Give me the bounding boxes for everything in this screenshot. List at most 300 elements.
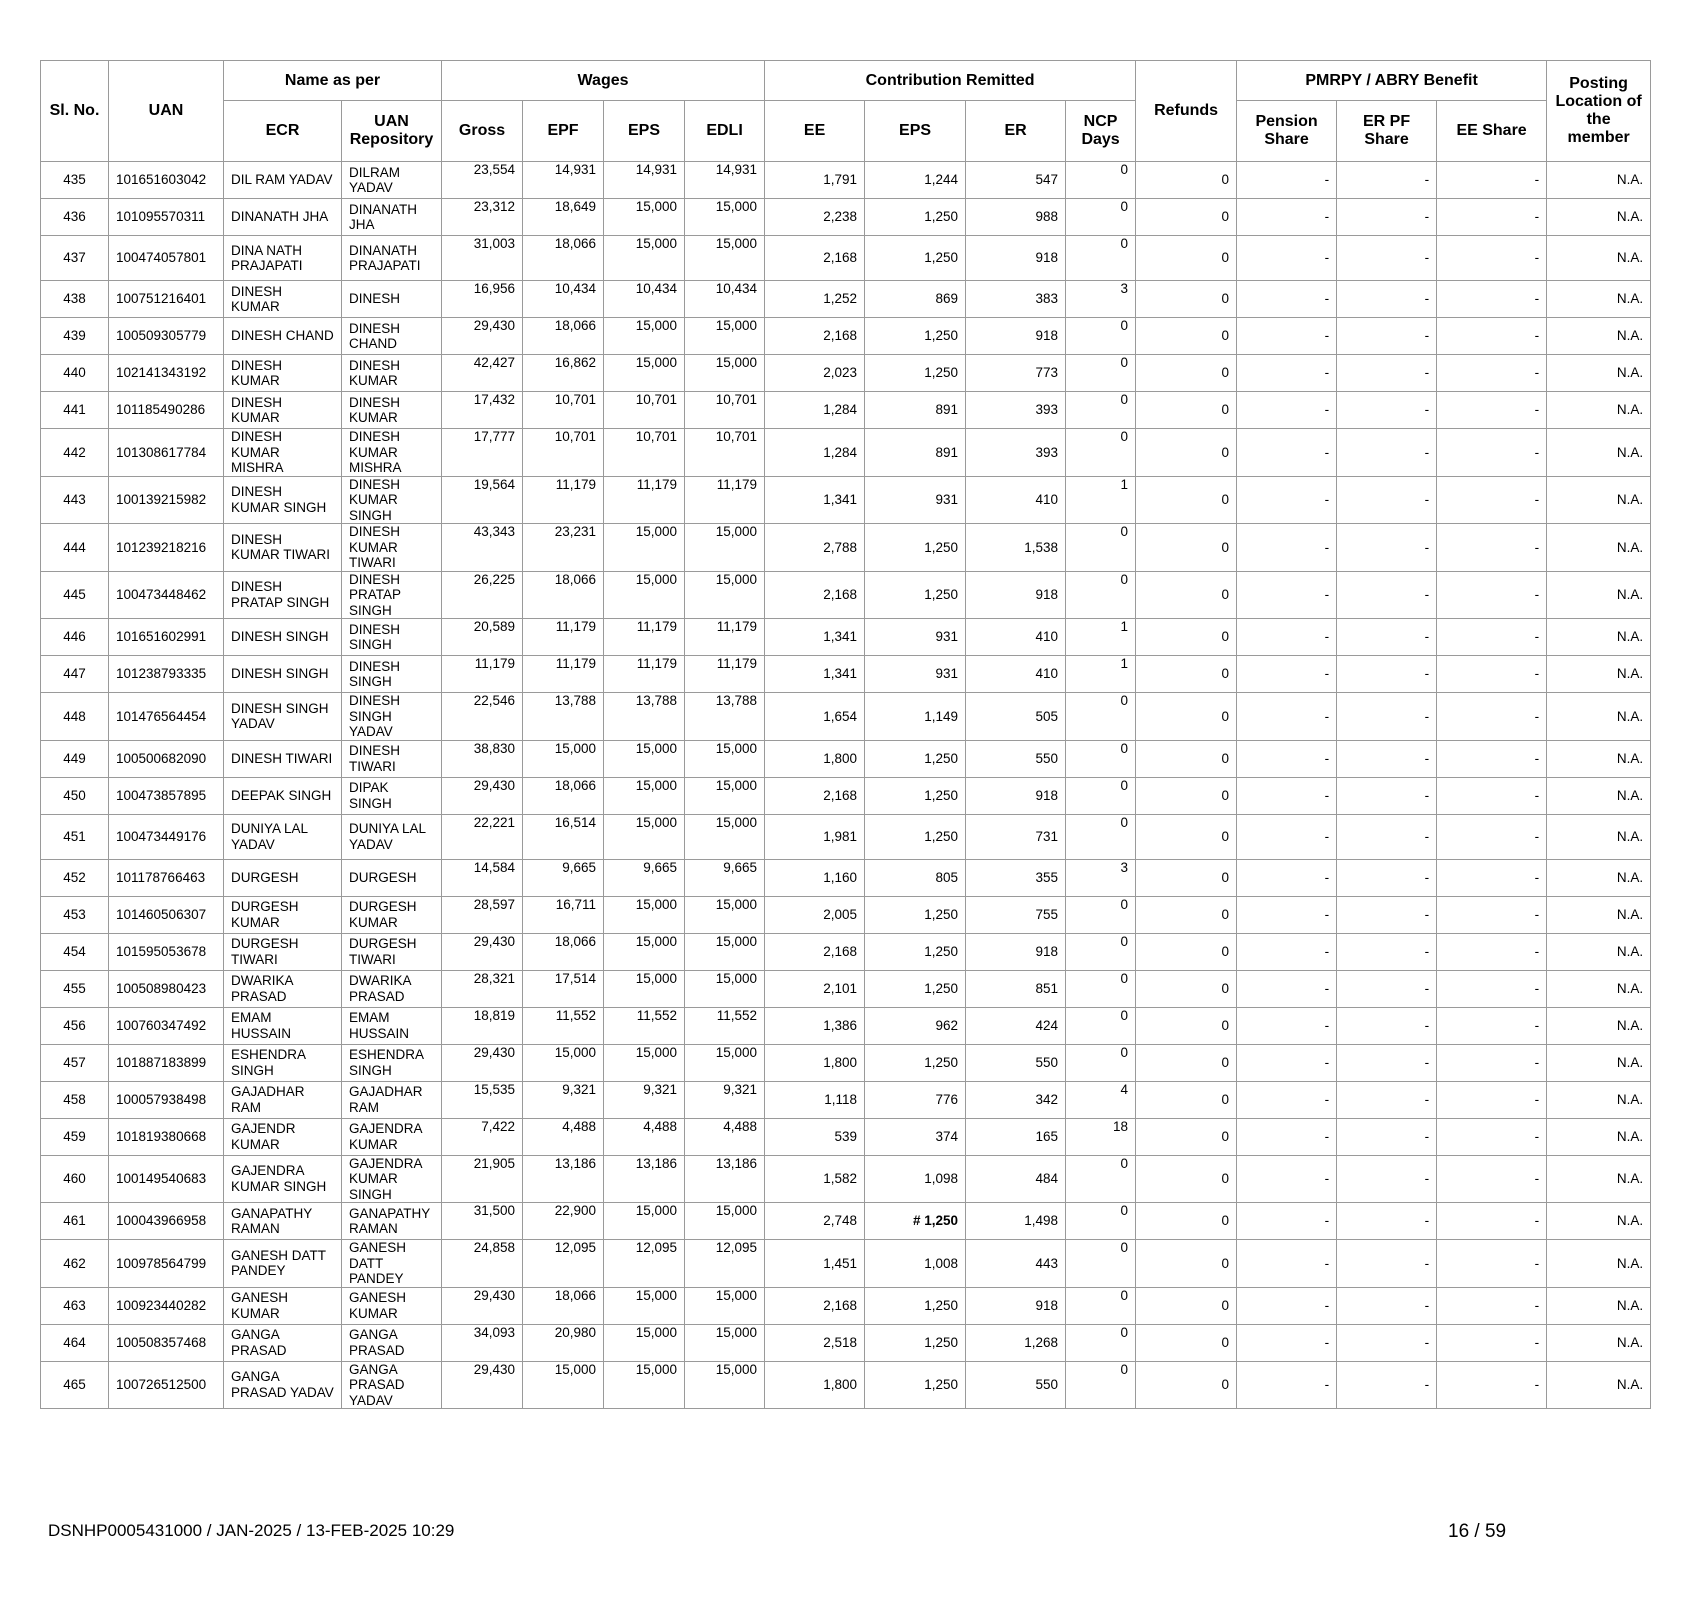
cell-uan: 100508980423: [109, 970, 224, 1007]
cell-ee-share: -: [1437, 896, 1547, 933]
cell-refunds: 0: [1136, 1203, 1237, 1240]
cell-uan: 100057938498: [109, 1081, 224, 1118]
cell-posting-location: N.A.: [1547, 1203, 1651, 1240]
cell-er: 424: [966, 1007, 1066, 1044]
cell-er: 918: [966, 1287, 1066, 1324]
cell-pension-share: -: [1237, 1081, 1337, 1118]
cell-ee: 1,341: [765, 476, 865, 524]
cell-ee-share: -: [1437, 859, 1547, 896]
cell-pension-share: -: [1237, 571, 1337, 619]
cell-edli: 15,000: [685, 777, 765, 814]
cell-contribution-eps: 1,149: [865, 693, 966, 741]
cell-ncp-days: 0: [1066, 1287, 1136, 1324]
cell-er: 918: [966, 318, 1066, 355]
cell-name-ecr: DINESH PRATAP SINGH: [224, 571, 342, 619]
cell-wages-eps: 15,000: [604, 236, 685, 281]
cell-ee: 1,791: [765, 162, 865, 199]
cell-refunds: 0: [1136, 318, 1237, 355]
cell-ncp-days: 3: [1066, 281, 1136, 318]
cell-sl-no: 441: [41, 392, 109, 429]
cell-ee-share: -: [1437, 1203, 1547, 1240]
cell-posting-location: N.A.: [1547, 693, 1651, 741]
cell-edli: 15,000: [685, 1324, 765, 1361]
cell-er: 918: [966, 236, 1066, 281]
cell-gross: 17,432: [442, 392, 523, 429]
cell-wages-eps: 13,788: [604, 693, 685, 741]
cell-name-ecr: ESHENDRA SINGH: [224, 1044, 342, 1081]
cell-epf: 12,095: [523, 1240, 604, 1288]
cell-wages-eps: 10,701: [604, 429, 685, 477]
cell-ncp-days: 0: [1066, 355, 1136, 392]
cell-gross: 7,422: [442, 1118, 523, 1155]
cell-refunds: 0: [1136, 1155, 1237, 1203]
cell-posting-location: N.A.: [1547, 524, 1651, 572]
cell-gross: 14,584: [442, 859, 523, 896]
cell-er: 550: [966, 1044, 1066, 1081]
cell-edli: 15,000: [685, 740, 765, 777]
cell-gross: 11,179: [442, 656, 523, 693]
cell-pension-share: -: [1237, 476, 1337, 524]
cell-edli: 10,434: [685, 281, 765, 318]
table-row: [41, 162, 1651, 199]
cell-ee: 1,386: [765, 1007, 865, 1044]
cell-er-pf-share: -: [1337, 933, 1437, 970]
table-row: [41, 318, 1651, 355]
cell-posting-location: N.A.: [1547, 476, 1651, 524]
cell-contribution-eps: 1,250: [865, 1044, 966, 1081]
header-refunds: Refunds: [1136, 61, 1237, 162]
cell-ncp-days: 0: [1066, 933, 1136, 970]
cell-edli: 11,179: [685, 619, 765, 656]
header-wages-eps: EPS: [604, 101, 685, 162]
cell-gross: 19,564: [442, 476, 523, 524]
cell-er-pf-share: -: [1337, 1203, 1437, 1240]
cell-posting-location: N.A.: [1547, 1240, 1651, 1288]
cell-posting-location: N.A.: [1547, 1361, 1651, 1409]
footer-page-number: 16 / 59: [1448, 1521, 1507, 1542]
cell-ee: 1,451: [765, 1240, 865, 1288]
cell-epf: 18,066: [523, 777, 604, 814]
cell-contribution-eps: 869: [865, 281, 966, 318]
table-row: [41, 1324, 1651, 1361]
cell-refunds: 0: [1136, 740, 1237, 777]
cell-ee: 1,800: [765, 1361, 865, 1409]
cell-refunds: 0: [1136, 933, 1237, 970]
cell-contribution-eps: 1,250: [865, 199, 966, 236]
cell-posting-location: N.A.: [1547, 777, 1651, 814]
cell-ncp-days: 1: [1066, 476, 1136, 524]
cell-er-pf-share: -: [1337, 1361, 1437, 1409]
cell-name-ecr: DINESH CHAND: [224, 318, 342, 355]
cell-name-ecr: DINESH KUMAR: [224, 355, 342, 392]
cell-gross: 31,003: [442, 236, 523, 281]
cell-edli: 15,000: [685, 814, 765, 859]
cell-contribution-eps: 891: [865, 392, 966, 429]
cell-ee: 2,238: [765, 199, 865, 236]
cell-ee: 1,981: [765, 814, 865, 859]
cell-name-uan-repository: DINESH KUMAR TIWARI: [342, 524, 442, 572]
cell-er-pf-share: -: [1337, 236, 1437, 281]
cell-ee-share: -: [1437, 1361, 1547, 1409]
cell-er-pf-share: -: [1337, 1007, 1437, 1044]
cell-ee-share: -: [1437, 1081, 1547, 1118]
cell-name-uan-repository: DURGESH TIWARI: [342, 933, 442, 970]
cell-edli: 10,701: [685, 429, 765, 477]
cell-edli: 15,000: [685, 1361, 765, 1409]
cell-name-ecr: GAJENDR KUMAR: [224, 1118, 342, 1155]
cell-ee-share: -: [1437, 1007, 1547, 1044]
header-contribution-remitted: Contribution Remitted: [765, 61, 1136, 101]
cell-er-pf-share: -: [1337, 318, 1437, 355]
cell-ee: 2,168: [765, 777, 865, 814]
cell-sl-no: 440: [41, 355, 109, 392]
cell-ee-share: -: [1437, 1155, 1547, 1203]
cell-sl-no: 450: [41, 777, 109, 814]
cell-uan: 100509305779: [109, 318, 224, 355]
cell-pension-share: -: [1237, 318, 1337, 355]
cell-sl-no: 445: [41, 571, 109, 619]
cell-name-ecr: DINESH KUMAR TIWARI: [224, 524, 342, 572]
cell-uan: 100923440282: [109, 1287, 224, 1324]
cell-er: 393: [966, 429, 1066, 477]
cell-wages-eps: 15,000: [604, 777, 685, 814]
cell-refunds: 0: [1136, 1361, 1237, 1409]
cell-posting-location: N.A.: [1547, 318, 1651, 355]
cell-sl-no: 462: [41, 1240, 109, 1288]
cell-sl-no: 457: [41, 1044, 109, 1081]
cell-er: 342: [966, 1081, 1066, 1118]
cell-refunds: 0: [1136, 693, 1237, 741]
table-row: [41, 1007, 1651, 1044]
cell-ncp-days: 0: [1066, 199, 1136, 236]
cell-epf: 18,066: [523, 933, 604, 970]
cell-uan: 100043966958: [109, 1203, 224, 1240]
header-sl-no: Sl. No.: [41, 61, 109, 162]
cell-er-pf-share: -: [1337, 1118, 1437, 1155]
cell-name-ecr: DWARIKA PRASAD: [224, 970, 342, 1007]
cell-edli: 13,788: [685, 693, 765, 741]
cell-er-pf-share: -: [1337, 281, 1437, 318]
cell-contribution-eps: 891: [865, 429, 966, 477]
cell-name-ecr: DINESH SINGH YADAV: [224, 693, 342, 741]
cell-ee-share: -: [1437, 740, 1547, 777]
cell-refunds: 0: [1136, 1324, 1237, 1361]
cell-gross: 20,589: [442, 619, 523, 656]
cell-gross: 23,312: [442, 199, 523, 236]
cell-ncp-days: 0: [1066, 429, 1136, 477]
table-row: [41, 1361, 1651, 1409]
header-gross: Gross: [442, 101, 523, 162]
cell-contribution-eps: 1,250: [865, 236, 966, 281]
cell-ncp-days: 4: [1066, 1081, 1136, 1118]
cell-refunds: 0: [1136, 199, 1237, 236]
cell-name-uan-repository: GANESH KUMAR: [342, 1287, 442, 1324]
cell-er: 1,498: [966, 1203, 1066, 1240]
cell-epf: 23,231: [523, 524, 604, 572]
cell-contribution-eps: 1,250: [865, 1324, 966, 1361]
cell-name-uan-repository: GANAPATHY RAMAN: [342, 1203, 442, 1240]
cell-sl-no: 454: [41, 933, 109, 970]
table-row: [41, 656, 1651, 693]
cell-contribution-eps: 805: [865, 859, 966, 896]
cell-er-pf-share: -: [1337, 777, 1437, 814]
cell-er: 731: [966, 814, 1066, 859]
cell-epf: 15,000: [523, 1044, 604, 1081]
cell-pension-share: -: [1237, 1240, 1337, 1288]
table-row: [41, 392, 1651, 429]
cell-edli: 15,000: [685, 571, 765, 619]
cell-wages-eps: 13,186: [604, 1155, 685, 1203]
cell-name-uan-repository: DINESH: [342, 281, 442, 318]
cell-wages-eps: 15,000: [604, 524, 685, 572]
cell-name-ecr: DURGESH KUMAR: [224, 896, 342, 933]
cell-name-ecr: GANESH KUMAR: [224, 1287, 342, 1324]
cell-sl-no: 447: [41, 656, 109, 693]
cell-gross: 23,554: [442, 162, 523, 199]
table-row: [41, 524, 1651, 572]
cell-pension-share: -: [1237, 619, 1337, 656]
cell-wages-eps: 9,665: [604, 859, 685, 896]
cell-name-uan-repository: DINESH CHAND: [342, 318, 442, 355]
cell-ee-share: -: [1437, 318, 1547, 355]
cell-name-ecr: GAJENDRA KUMAR SINGH: [224, 1155, 342, 1203]
cell-ncp-days: 0: [1066, 162, 1136, 199]
cell-name-uan-repository: DINANATH PRAJAPATI: [342, 236, 442, 281]
cell-wages-eps: 15,000: [604, 571, 685, 619]
cell-uan: 100139215982: [109, 476, 224, 524]
cell-sl-no: 438: [41, 281, 109, 318]
cell-uan: 101238793335: [109, 656, 224, 693]
cell-wages-eps: 11,179: [604, 619, 685, 656]
cell-name-ecr: GAJADHAR RAM: [224, 1081, 342, 1118]
cell-ncp-days: 0: [1066, 1240, 1136, 1288]
cell-gross: 29,430: [442, 933, 523, 970]
cell-wages-eps: 11,552: [604, 1007, 685, 1044]
cell-contribution-eps: 1,250: [865, 814, 966, 859]
cell-contribution-eps: 1,250: [865, 1361, 966, 1409]
cell-ncp-days: 0: [1066, 1155, 1136, 1203]
cell-uan: 100474057801: [109, 236, 224, 281]
cell-pension-share: -: [1237, 392, 1337, 429]
table-row: [41, 1287, 1651, 1324]
cell-name-uan-repository: GAJENDRA KUMAR: [342, 1118, 442, 1155]
cell-refunds: 0: [1136, 355, 1237, 392]
cell-posting-location: N.A.: [1547, 859, 1651, 896]
cell-contribution-eps: 931: [865, 476, 966, 524]
cell-uan: 101819380668: [109, 1118, 224, 1155]
cell-name-uan-repository: DINESH SINGH YADAV: [342, 693, 442, 741]
cell-sl-no: 452: [41, 859, 109, 896]
cell-er: 383: [966, 281, 1066, 318]
cell-gross: 42,427: [442, 355, 523, 392]
cell-edli: 15,000: [685, 1287, 765, 1324]
cell-edli: 12,095: [685, 1240, 765, 1288]
cell-ee: 1,582: [765, 1155, 865, 1203]
cell-name-ecr: DIL RAM YADAV: [224, 162, 342, 199]
cell-refunds: 0: [1136, 571, 1237, 619]
cell-er: 851: [966, 970, 1066, 1007]
cell-name-uan-repository: DINESH KUMAR: [342, 392, 442, 429]
cell-epf: 18,066: [523, 571, 604, 619]
header-pension-share: Pension Share: [1237, 101, 1337, 162]
table-row: [41, 429, 1651, 477]
cell-contribution-eps: 1,098: [865, 1155, 966, 1203]
cell-edli: 9,321: [685, 1081, 765, 1118]
cell-epf: 4,488: [523, 1118, 604, 1155]
cell-ncp-days: 0: [1066, 318, 1136, 355]
cell-epf: 15,000: [523, 1361, 604, 1409]
cell-ee-share: -: [1437, 476, 1547, 524]
cell-edli: 15,000: [685, 199, 765, 236]
cell-posting-location: N.A.: [1547, 656, 1651, 693]
cell-wages-eps: 12,095: [604, 1240, 685, 1288]
cell-epf: 20,980: [523, 1324, 604, 1361]
cell-ee-share: -: [1437, 1324, 1547, 1361]
cell-posting-location: N.A.: [1547, 814, 1651, 859]
cell-ee-share: -: [1437, 392, 1547, 429]
cell-ee: 1,654: [765, 693, 865, 741]
cell-er-pf-share: -: [1337, 656, 1437, 693]
cell-posting-location: N.A.: [1547, 162, 1651, 199]
cell-gross: 34,093: [442, 1324, 523, 1361]
cell-contribution-eps: 931: [865, 619, 966, 656]
cell-edli: 10,701: [685, 392, 765, 429]
header-epf: EPF: [523, 101, 604, 162]
cell-er-pf-share: -: [1337, 476, 1437, 524]
cell-pension-share: -: [1237, 1044, 1337, 1081]
cell-contribution-eps: 1,250: [865, 318, 966, 355]
cell-epf: 15,000: [523, 740, 604, 777]
cell-sl-no: 460: [41, 1155, 109, 1203]
table-row: [41, 1118, 1651, 1155]
cell-er-pf-share: -: [1337, 1240, 1437, 1288]
cell-pension-share: -: [1237, 281, 1337, 318]
cell-posting-location: N.A.: [1547, 1118, 1651, 1155]
cell-pension-share: -: [1237, 1361, 1337, 1409]
cell-ee-share: -: [1437, 814, 1547, 859]
cell-ee-share: -: [1437, 656, 1547, 693]
cell-refunds: 0: [1136, 429, 1237, 477]
cell-name-ecr: DINANATH JHA: [224, 199, 342, 236]
cell-gross: 22,546: [442, 693, 523, 741]
cell-refunds: 0: [1136, 1007, 1237, 1044]
cell-wages-eps: 15,000: [604, 896, 685, 933]
cell-er: 355: [966, 859, 1066, 896]
cell-epf: 18,649: [523, 199, 604, 236]
cell-ee: 1,800: [765, 740, 865, 777]
cell-refunds: 0: [1136, 777, 1237, 814]
cell-pension-share: -: [1237, 1007, 1337, 1044]
cell-ee-share: -: [1437, 777, 1547, 814]
cell-ncp-days: 0: [1066, 777, 1136, 814]
cell-er: 410: [966, 619, 1066, 656]
cell-pension-share: -: [1237, 429, 1337, 477]
cell-edli: 15,000: [685, 318, 765, 355]
cell-ee: 2,748: [765, 1203, 865, 1240]
cell-er-pf-share: -: [1337, 392, 1437, 429]
cell-epf: 11,179: [523, 476, 604, 524]
cell-pension-share: -: [1237, 1287, 1337, 1324]
header-er-pf-share: ER PF Share: [1337, 101, 1437, 162]
cell-posting-location: N.A.: [1547, 970, 1651, 1007]
table-row: [41, 859, 1651, 896]
cell-wages-eps: 10,701: [604, 392, 685, 429]
cell-posting-location: N.A.: [1547, 281, 1651, 318]
cell-refunds: 0: [1136, 656, 1237, 693]
table-row: [41, 236, 1651, 281]
cell-refunds: 0: [1136, 1240, 1237, 1288]
cell-contribution-eps: 1,250: [865, 355, 966, 392]
cell-er: 484: [966, 1155, 1066, 1203]
cell-epf: 22,900: [523, 1203, 604, 1240]
cell-posting-location: N.A.: [1547, 1044, 1651, 1081]
cell-name-ecr: DINESH SINGH: [224, 619, 342, 656]
cell-edli: 9,665: [685, 859, 765, 896]
cell-ncp-days: 0: [1066, 392, 1136, 429]
cell-er: 988: [966, 199, 1066, 236]
cell-refunds: 0: [1136, 970, 1237, 1007]
cell-er-pf-share: -: [1337, 1324, 1437, 1361]
cell-epf: 14,931: [523, 162, 604, 199]
cell-sl-no: 453: [41, 896, 109, 933]
cell-posting-location: N.A.: [1547, 199, 1651, 236]
cell-uan: 101095570311: [109, 199, 224, 236]
cell-name-uan-repository: DILRAM YADAV: [342, 162, 442, 199]
cell-name-uan-repository: DIPAK SINGH: [342, 777, 442, 814]
cell-ncp-days: 0: [1066, 814, 1136, 859]
cell-name-ecr: GANGA PRASAD YADAV: [224, 1361, 342, 1409]
cell-pension-share: -: [1237, 814, 1337, 859]
cell-wages-eps: 15,000: [604, 1361, 685, 1409]
cell-sl-no: 437: [41, 236, 109, 281]
cell-edli: 13,186: [685, 1155, 765, 1203]
table-row: [41, 355, 1651, 392]
cell-ncp-days: 0: [1066, 693, 1136, 741]
cell-ee: 2,168: [765, 1287, 865, 1324]
cell-ee-share: -: [1437, 429, 1547, 477]
cell-ee: 2,168: [765, 571, 865, 619]
cell-contribution-eps: 1,250: [865, 777, 966, 814]
table-row: [41, 1044, 1651, 1081]
table-row: [41, 693, 1651, 741]
cell-epf: 11,179: [523, 656, 604, 693]
cell-ee-share: -: [1437, 970, 1547, 1007]
cell-edli: 11,552: [685, 1007, 765, 1044]
cell-name-ecr: DUNIYA LAL YADAV: [224, 814, 342, 859]
cell-er: 1,538: [966, 524, 1066, 572]
cell-pension-share: -: [1237, 970, 1337, 1007]
cell-ncp-days: 1: [1066, 656, 1136, 693]
cell-er: 918: [966, 777, 1066, 814]
cell-ncp-days: 0: [1066, 1324, 1136, 1361]
header-uan: UAN: [109, 61, 224, 162]
cell-ee: 2,788: [765, 524, 865, 572]
table-row: [41, 1155, 1651, 1203]
cell-ee: 2,005: [765, 896, 865, 933]
header-edli: EDLI: [685, 101, 765, 162]
cell-ee: 1,284: [765, 392, 865, 429]
cell-sl-no: 463: [41, 1287, 109, 1324]
cell-pension-share: -: [1237, 656, 1337, 693]
cell-er: 410: [966, 476, 1066, 524]
header-posting-location: Posting Location of the member: [1547, 61, 1651, 162]
cell-er: 918: [966, 571, 1066, 619]
cell-er: 547: [966, 162, 1066, 199]
cell-name-ecr: EMAM HUSSAIN: [224, 1007, 342, 1044]
table-row: [41, 281, 1651, 318]
cell-er: 550: [966, 740, 1066, 777]
cell-contribution-eps: # 1,250: [865, 1203, 966, 1240]
